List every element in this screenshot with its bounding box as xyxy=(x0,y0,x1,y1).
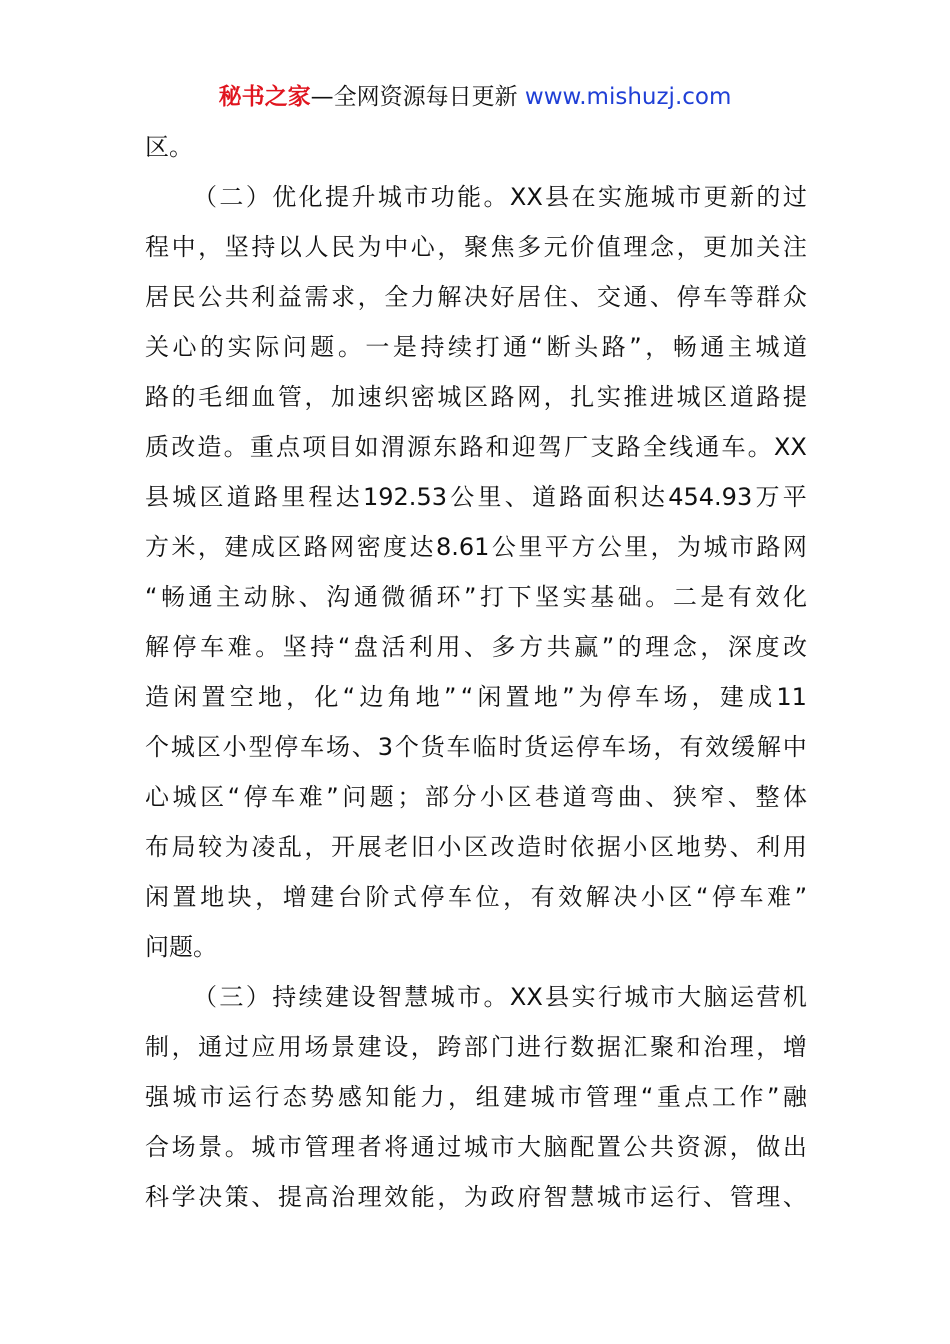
site-tagline: —全网资源每日更新 xyxy=(310,84,518,110)
text-line: 心 城 区 “ 停 车 难 ” 问 题 ； 部 分 小 区 巷 道 弯 曲 、 狭 窄 、 整 体 xyxy=(145,783,807,811)
text-line: 布 局 较 为 凌 乱 ， 开 展 老 旧 小 区 改 造 时 依 据 小 区 地 势 、 利 用 xyxy=(145,833,807,861)
text-line: 合 场 景 。 城 市 管 理 者 将 通 过 城 市 大 脑 配 置 公 共 资 源 ， 做 出 xyxy=(145,1133,807,1161)
text-line: 居 民 公 共 利 益 需 求 ， 全 力 解 决 好 居 住 、 交 通 、 停 车 等 群 众 xyxy=(145,283,807,311)
text-line: （ 三 ） 持 续 建 设 智 慧 城 市 。 XX 县 实 行 城 市 大 脑 运 营 机 xyxy=(193,983,807,1011)
text-line: 问题。 xyxy=(145,933,217,961)
text-line: “ 畅 通 主 动 脉 、 沟 通 微 循 环 ” 打 下 坚 实 基 础 。 二 是 有 效 化 xyxy=(145,583,807,611)
site-brand: 秘书之家 xyxy=(218,84,311,110)
page-header xyxy=(0,80,950,114)
text-line: 关 心 的 实 际 问 题 。 一 是 持 续 打 通 “ 断 头 路 ” ， 畅 通 主 城 道 xyxy=(145,333,807,361)
text-line: 制 ， 通 过 应 用 场 景 建 设 ， 跨 部 门 进 行 数 据 汇 聚 和 治 理 ， 增 xyxy=(145,1033,807,1061)
text-line: 造 闲 置 空 地 ， 化 “ 边 角 地 ” “ 闲 置 地 ” 为 停 车 场 ， 建 成 11 xyxy=(145,683,807,711)
text-line: 区。 xyxy=(145,133,193,161)
document-body xyxy=(145,122,807,1222)
text-line: （ 二 ） 优 化 提 升 城 市 功 能 。 XX 县 在 实 施 城 市 更 新 的 过 xyxy=(193,183,807,211)
text-line: 方 米 ， 建 成 区 路 网 密 度 达 8.61 公 里 平 方 公 里 ， 为 城 市 路 网 xyxy=(145,533,807,561)
text-line: 县 城 区 道 路 里 程 达 192.53 公 里 、 道 路 面 积 达 454.93 万 平 xyxy=(145,483,807,511)
site-url-link[interactable]: www.mishuzj.com xyxy=(524,84,732,110)
text-line: 个 城 区 小 型 停 车 场 、 3 个 货 车 临 时 货 运 停 车 场 ， 有 效 缓 解 中 xyxy=(145,733,807,761)
text-line: 程 中 ， 坚 持 以 人 民 为 中 心 ， 聚 焦 多 元 价 值 理 念 ， 更 加 关 注 xyxy=(145,233,807,261)
text-line: 闲 置 地 块 ， 增 建 台 阶 式 停 车 位 ， 有 效 解 决 小 区 “ 停 车 难 ” xyxy=(145,883,807,911)
text-line: 强 城 市 运 行 态 势 感 知 能 力 ， 组 建 城 市 管 理 “ 重 点 工 作 ” 融 xyxy=(145,1083,807,1111)
text-line: 质 改 造 。 重 点 项 目 如 渭 源 东 路 和 迎 驾 厂 支 路 全 线 通 车 。 XX xyxy=(145,433,807,461)
text-line: 路 的 毛 细 血 管 ， 加 速 织 密 城 区 路 网 ， 扎 实 推 进 城 区 道 路 提 xyxy=(145,383,807,411)
text-line: 科 学 决 策 、 提 高 治 理 效 能 ， 为 政 府 智 慧 城 市 运 行 、 管 理 、 xyxy=(145,1183,807,1211)
text-line: 解 停 车 难 。 坚 持 “ 盘 活 利 用 、 多 方 共 赢 ” 的 理 念 ， 深 度 改 xyxy=(145,633,807,661)
